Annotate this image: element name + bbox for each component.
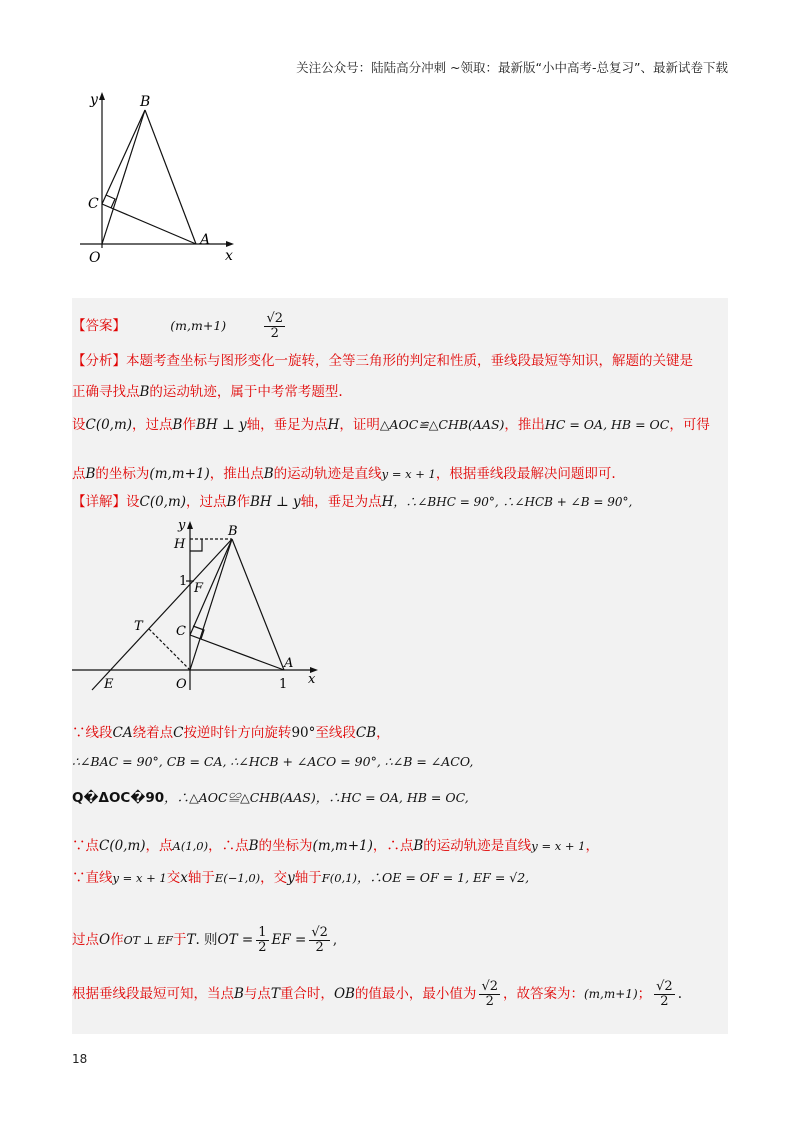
analysis-line-4: 点B的坐标为(m,m+1)，推出点B的运动轨迹是直线y = x + 1，根据垂线段最解决问题即可. [72,466,616,482]
x-axis-arrow [226,241,234,247]
segment-BA [232,539,284,670]
figure-2 [72,515,332,695]
segment-BA [145,110,196,244]
answer-line [72,312,288,341]
label-T: T [134,619,143,634]
label-1-x: 1 [279,677,288,692]
label-C: C [88,196,99,212]
detail-line-5: ∵点C(0,m)，点A(1,0)，∴点B的坐标为(m,m+1)，∴点B的运动轨迹是直线y = x + 1， [72,838,599,854]
label-B: B [228,524,238,539]
label-y: y [90,92,98,108]
fraction-final-answer: $\frac{√2}{2}$ [656,979,673,1009]
detail-line-2: ∵线段CA绕着点C按逆时针方向旋转90°至线段CB， [72,725,390,741]
analysis-line-3: 设C(0,m)，过点B作BH ⊥ y轴，垂足为点H，证明△AOC≌△CHB(AAS)，推出HC = OA, HB = OC，可得 [72,417,710,433]
answer-value-1: (m,m+1) [170,318,227,333]
label-C: C [176,624,186,639]
analysis-tag: 【分析】 [72,353,126,369]
fraction-min-value: $\frac{√2}{2}$ [481,979,498,1009]
label-H: H [174,537,186,552]
segment-OB [102,110,145,244]
label-x: x [308,672,316,687]
label-O: O [89,250,101,266]
segment-CB [102,110,145,204]
detail-line-1: 【详解】设C(0,m)，过点B作BH ⊥ y轴，垂足为点H，∴∠BHC = 90°, ∴∠HCB + ∠B = 90°, [72,494,633,510]
y-axis-arrow [99,92,105,100]
analysis-line-2: 正确寻找点B的运动轨迹，属于中考常考题型. [72,384,343,400]
answer-value-2: $\frac{√2}{2}$ [266,311,284,341]
label-A: A [200,232,211,248]
segment-OB [190,539,232,670]
analysis-line-1: 【分析】本题考查坐标与图形变化一旋转，全等三角形的判定和性质，垂线段最短等知识，解题的关键是 [72,353,693,369]
detail-tag: 【详解】 [72,494,126,510]
y-axis-arrow [187,521,193,529]
answer-tag: 【答案】 [72,318,126,334]
detail-line-7: 过点O作OT ⊥ EF于T. 则OT = $\frac{1}{2}$ EF = $\frac{√2}{2}$ , [72,925,338,955]
label-1-y: 1 [179,574,188,589]
label-O: O [176,677,187,692]
fraction-one-half: $\frac{1}{2}$ [258,925,267,955]
label-A: A [284,656,294,671]
detail-line-4: Q�ΔOC�90，∴△AOC≌△CHB(AAS)，∴HC = OA, HB = OC, [72,790,469,806]
label-B: B [140,94,151,110]
fraction-sqrt2-over-2: $\frac{√2}{2}$ [311,925,328,955]
label-y: y [178,518,186,533]
detail-line-6: ∵直线y = x + 1交x轴于E(−1,0)，交y轴于F(0,1)，∴OE = OF = 1, EF = √2, [72,870,530,886]
figure-1 [80,88,250,268]
line-y-eq-x-plus-1 [92,539,232,690]
detail-line-3: ∴∠BAC = 90°, CB = CA, ∴∠HCB + ∠ACO = 90°, ∴∠B = ∠ACO, [72,754,474,769]
segment-CA [190,635,284,670]
segment-CA [102,204,196,244]
label-F: F [194,581,204,596]
label-E: E [104,677,114,692]
page-number: 18 [72,1052,88,1066]
right-angle-mark-H [190,539,202,551]
page-header: 关注公众号：陆陆高分冲刺 ~领取：最新版“小中高考-总复习”、最新试卷下载 [296,60,728,75]
label-x: x [225,248,233,264]
detail-line-8: 根据垂线段最短可知，当点B与点T重合时，OB的值最小，最小值为 $\frac{√2}{2}$ ，故答案为：(m,m+1)； $\frac{√2}{2}$ . [72,979,682,1009]
